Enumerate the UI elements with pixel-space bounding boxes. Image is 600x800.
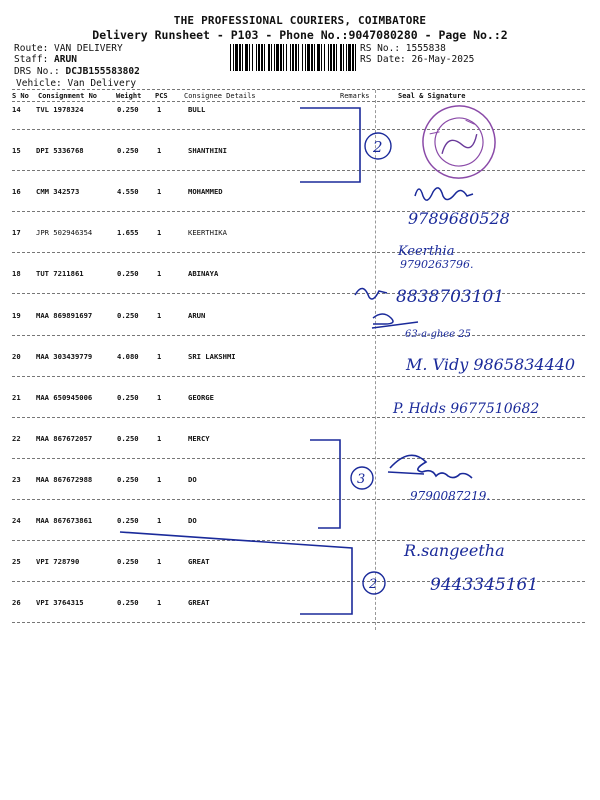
row-consignment-no: CMM 342573 xyxy=(36,187,80,196)
row-divider xyxy=(12,252,585,253)
row-pcs: 1 xyxy=(157,516,162,525)
row-consignee: KEERTHIKA xyxy=(188,228,227,237)
row-sno: 19 xyxy=(12,311,21,320)
row-consignment-no: MAA 869891697 xyxy=(36,311,93,320)
phone-row-17: 9790263796. xyxy=(400,258,474,271)
row-consignee: GREAT xyxy=(188,557,210,566)
row-consignment-no: TUT 7211861 xyxy=(36,269,84,278)
row-consignment-no: MAA 867672057 xyxy=(36,434,93,443)
group-c-count: 2 xyxy=(369,577,378,592)
col-header-remarks: Remarks xyxy=(340,92,370,100)
row-consignee: SRI LAKSHMI xyxy=(188,352,236,361)
row-pcs: 1 xyxy=(157,187,162,196)
route-label: Route: VAN DELIVERY xyxy=(14,43,123,54)
row-divider xyxy=(12,129,585,130)
row-divider xyxy=(12,170,585,171)
drs-label: DRS No.: xyxy=(14,66,66,77)
row-weight: 1.655 xyxy=(117,228,139,237)
runsheet-title: Delivery Runsheet - P103 - Phone No.:9047080280 - Page No.:2 xyxy=(92,28,508,42)
row-consignment-no: TVL 1978324 xyxy=(36,105,84,114)
row-consignment-no: DPI 5336768 xyxy=(36,146,84,155)
row-weight: 4.550 xyxy=(117,187,139,196)
row-sno: 23 xyxy=(12,475,21,484)
phone-row-18: 8838703101 xyxy=(396,287,505,307)
row-consignment-no: VPI 728790 xyxy=(36,557,80,566)
row-consignee: ABINAYA xyxy=(188,269,219,278)
row-divider xyxy=(12,581,585,582)
col-header-consignee: Consignee Details xyxy=(184,92,256,100)
group-c-count-circle xyxy=(363,572,385,594)
row-sno: 24 xyxy=(12,516,21,525)
row-consignment-no: MAA 650945006 xyxy=(36,393,93,402)
bracket-group-c xyxy=(120,532,352,614)
bracket-group-b xyxy=(310,440,340,528)
group-b-count: 3 xyxy=(357,472,366,487)
row-consignee: ARUN xyxy=(188,311,206,320)
row-consignee: SHANTHINI xyxy=(188,146,227,155)
row-consignee: MOHAMMED xyxy=(188,187,223,196)
row-sno: 25 xyxy=(12,557,21,566)
row-divider xyxy=(12,211,585,212)
remarks-divider xyxy=(375,90,376,630)
seal-stamp xyxy=(416,99,501,184)
row-pcs: 1 xyxy=(157,146,162,155)
row-pcs: 1 xyxy=(157,269,162,278)
staff-value: ARUN xyxy=(54,54,77,65)
col-header-consignment: Consignment No xyxy=(38,92,98,100)
group-b-count-circle xyxy=(351,467,373,489)
rs-number: RS No.: 1555838 xyxy=(360,43,446,54)
phone-row-26: 9443345161 xyxy=(430,575,539,595)
row-divider xyxy=(12,540,585,541)
phone-row-16: 9789680528 xyxy=(408,209,510,228)
row-consignee: GEORGE xyxy=(188,393,214,402)
row-sno: 21 xyxy=(12,393,21,402)
col-header-weight: Weight xyxy=(116,92,142,100)
row-consignment-no: MAA 867673861 xyxy=(36,516,93,525)
row-consignment-no: MAA 303439779 xyxy=(36,352,93,361)
row-sno: 22 xyxy=(12,434,21,443)
row-weight: 0.250 xyxy=(117,475,139,484)
col-header-sno: S No xyxy=(12,92,29,100)
row-weight: 0.250 xyxy=(117,598,139,607)
row-consignee: DO xyxy=(188,516,197,525)
row-sno: 15 xyxy=(12,146,21,155)
row-pcs: 1 xyxy=(157,598,162,607)
row-pcs: 1 xyxy=(157,557,162,566)
group-a-count: 2 xyxy=(373,138,383,156)
row-weight: 0.250 xyxy=(117,269,139,278)
line-row-21: P. Hdds 9677510682 xyxy=(393,401,540,417)
row-divider xyxy=(12,293,585,294)
company-name: THE PROFESSIONAL COURIERS, COIMBATORE xyxy=(173,14,427,27)
vehicle-label: Vehicle: Van Delivery xyxy=(16,78,137,89)
drs-value: DCJB155583802 xyxy=(65,66,140,77)
signature-row-16 xyxy=(415,188,473,200)
row-sno: 18 xyxy=(12,269,21,278)
row-pcs: 1 xyxy=(157,434,162,443)
row-weight: 0.250 xyxy=(117,516,139,525)
row-divider xyxy=(12,376,585,377)
staff-label: Staff: xyxy=(14,54,55,65)
row-divider xyxy=(12,499,585,500)
name-row-25: R.sangeetha xyxy=(404,541,505,560)
row-weight: 0.250 xyxy=(117,311,139,320)
row-sno: 14 xyxy=(12,105,21,114)
col-header-pcs: PCS xyxy=(155,92,168,100)
row-divider xyxy=(12,335,585,336)
header-bottom-rule xyxy=(12,101,585,102)
row-consignee: BULL xyxy=(188,105,206,114)
row-divider xyxy=(12,417,585,418)
signature-row-19 xyxy=(372,314,418,328)
rs-date: RS Date: 26-May-2025 xyxy=(360,54,475,65)
row-sno: 20 xyxy=(12,352,21,361)
row-pcs: 1 xyxy=(157,352,162,361)
row-sno: 17 xyxy=(12,228,21,237)
note-row-19: 63-a-ghee 25 xyxy=(405,329,472,340)
barcode-image xyxy=(230,44,356,71)
row-weight: 0.250 xyxy=(117,146,139,155)
name-row-17: Keerthia xyxy=(398,244,455,259)
row-divider xyxy=(12,622,585,623)
row-weight: 4.080 xyxy=(117,352,139,361)
row-pcs: 1 xyxy=(157,105,162,114)
row-consignee: DO xyxy=(188,475,197,484)
row-pcs: 1 xyxy=(157,311,162,320)
row-consignment-no: VPI 3764315 xyxy=(36,598,84,607)
group-a-count-circle xyxy=(365,133,391,159)
row-sno: 16 xyxy=(12,187,21,196)
row-weight: 0.250 xyxy=(117,434,139,443)
row-sno: 26 xyxy=(12,598,21,607)
line-row-20: M. Vidy 9865834440 xyxy=(406,355,576,374)
row-consignment-no: MAA 867672988 xyxy=(36,475,93,484)
row-pcs: 1 xyxy=(157,228,162,237)
row-weight: 0.250 xyxy=(117,105,139,114)
row-consignee: GREAT xyxy=(188,598,210,607)
row-weight: 0.250 xyxy=(117,557,139,566)
table-top-rule xyxy=(12,89,585,90)
staff-line xyxy=(14,54,77,65)
row-pcs: 1 xyxy=(157,475,162,484)
col-header-seal: Seal & Signature xyxy=(398,92,466,100)
row-divider xyxy=(12,458,585,459)
row-weight: 0.250 xyxy=(117,393,139,402)
drs-line xyxy=(14,66,140,77)
row-consignee: MERCY xyxy=(188,434,210,443)
row-consignment-no: JPR 502946354 xyxy=(36,228,93,237)
row-pcs: 1 xyxy=(157,393,162,402)
phone-row-23: 9790087219. xyxy=(410,489,491,503)
